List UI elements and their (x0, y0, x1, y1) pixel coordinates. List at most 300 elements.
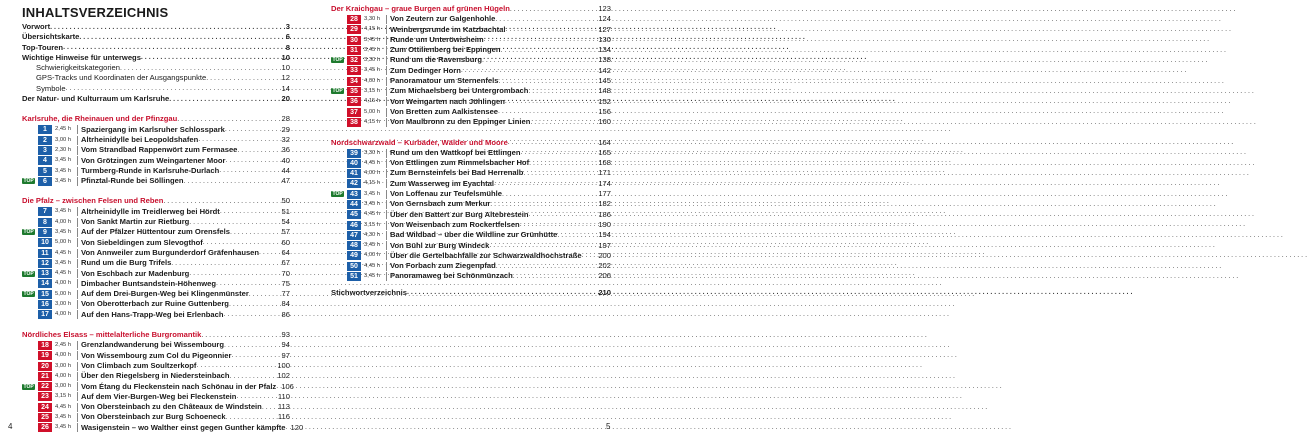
tour-page: 138 (598, 55, 611, 65)
tour-page: 70 (281, 268, 290, 278)
tour-duration: 3,30 h (364, 149, 387, 158)
section-page: 164 (598, 137, 611, 147)
tour-page: 174 (598, 178, 611, 188)
tour-entry[interactable] (331, 199, 611, 209)
tour-page: 47 (281, 176, 290, 186)
top-badge: TOP (332, 191, 343, 198)
tour-title: Von Ettlingen zum Rimmelsbacher Hof (390, 158, 530, 168)
tour-number: 38 (347, 118, 361, 127)
tour-page: 60 (281, 237, 290, 247)
tour-title: Zum Wasserweg im Eyachtal (390, 178, 494, 188)
tour-number: 35 (347, 87, 361, 96)
tour-page: 134 (598, 45, 611, 55)
tour-page: 130 (598, 34, 611, 44)
tour-duration: 4,15 h (364, 179, 387, 188)
tour-entry[interactable] (331, 179, 611, 189)
tour-title: Auf dem Vier-Burgen-Weg bei Fleckenstein (81, 391, 237, 401)
tour-duration: 3,45 h (55, 259, 78, 268)
tour-entry[interactable] (22, 340, 290, 350)
tour-duration: 3,15 h (55, 392, 78, 401)
tour-title: Rund um den Wattkopf bei Ettlingen (390, 147, 521, 157)
tour-duration: 2,30 h (55, 146, 78, 155)
tour-page: 110 (277, 391, 290, 401)
tour-entry[interactable] (331, 210, 611, 220)
tour-page: 29 (281, 124, 290, 134)
tour-number: 15 (38, 290, 52, 299)
tour-number: 21 (38, 372, 52, 381)
tour-page: 32 (281, 134, 290, 144)
tour-duration: 3,45 h (55, 228, 78, 237)
tour-duration: 3,45 h (364, 272, 387, 281)
tour-number: 22 (38, 382, 52, 391)
top-badge: TOP (23, 270, 34, 277)
tour-title: Von Bretten zum Aalkistensee (390, 106, 499, 116)
tour-title: Von Climbach zum Soultzerkopf (81, 360, 197, 370)
tour-title: Auf der Pfälzer Hüttentour zum Orensfels (81, 227, 230, 237)
tour-title: Über die Gertelbachfälle zur Schwarzwaldhochstraße (390, 250, 582, 260)
tour-title: Von Grötzingen zum Weingartener Moor (81, 155, 226, 165)
tour-number: 46 (347, 221, 361, 230)
tour-entry[interactable] (22, 422, 304, 433)
toc-entry[interactable] (22, 63, 290, 73)
toc-label: Der Natur- und Kulturraum um Karlsruhe (22, 94, 170, 104)
tour-entry[interactable] (22, 279, 290, 289)
tour-number: 6 (38, 177, 52, 186)
tour-page: 165 (598, 147, 611, 157)
tour-sections (331, 4, 611, 282)
tour-page: 57 (281, 227, 290, 237)
tour-title: Von Obersteinbach zu den Châteaux de Windstein (81, 402, 262, 412)
tour-entry[interactable] (331, 241, 611, 251)
tour-title: Zum Ottilienberg bei Eppingen (390, 45, 501, 55)
tour-entry[interactable] (22, 258, 290, 268)
tour-title: Von Bühl zur Burg Windeck (390, 240, 490, 250)
tour-entry[interactable] (22, 238, 290, 248)
tour-page: 67 (281, 258, 290, 268)
tour-entry[interactable] (22, 402, 290, 412)
toc-entry[interactable] (22, 73, 290, 83)
tour-page: 160 (598, 117, 611, 127)
tour-number: 37 (347, 108, 361, 117)
toc-page: 10 (281, 63, 290, 73)
tour-entry[interactable] (22, 156, 290, 166)
toc-entry[interactable] (22, 84, 290, 94)
tour-title: Von Eschbach zur Madenburg (81, 268, 190, 278)
tour-duration: 2,45 h (55, 341, 78, 350)
tour-duration: 4,15 h (364, 118, 387, 127)
tour-title: Auf dem Drei-Burgen-Weg bei Klingenmünster (81, 289, 249, 299)
tour-duration: 3,45 h (55, 177, 78, 186)
tour-number: 28 (347, 15, 361, 24)
tour-page: 64 (281, 247, 290, 257)
tour-duration: 4,45 h (55, 249, 78, 258)
tour-number: 23 (38, 392, 52, 401)
section-title: Nördliches Elsass – mittelalterliche Burgromantik (22, 330, 202, 340)
tour-page: 94 (281, 340, 290, 350)
tour-duration: 3,00 h (55, 382, 78, 391)
tour-title: Vom Étang du Fleckenstein nach Schönau in der Pfalz (81, 381, 277, 391)
tour-title: Zum Dedinger Horn (390, 65, 461, 75)
section-heading[interactable] (22, 196, 290, 206)
tour-number: 30 (347, 36, 361, 45)
tour-entry[interactable] (22, 248, 290, 258)
section-page: 50 (281, 196, 290, 206)
tour-title: Altrheinidylle bei Leopoldshafen (81, 134, 199, 144)
toc-label: Vorwort (22, 22, 51, 31)
tour-title: Von Zeutern zur Galgenhohle (390, 14, 496, 24)
tour-number: 26 (38, 423, 52, 432)
tour-duration: 2,45 h (55, 125, 78, 134)
tour-entry[interactable] (331, 25, 611, 35)
tour-page: 86 (281, 309, 290, 319)
tour-entry[interactable] (331, 230, 611, 240)
tour-sections (22, 104, 304, 433)
section-page: 28 (281, 114, 290, 124)
tour-duration: 3,15 h (364, 87, 387, 96)
tour-page: 145 (598, 76, 611, 86)
toc-page: 8 (285, 42, 290, 52)
tour-number: 40 (347, 159, 361, 168)
tour-entry[interactable] (22, 351, 290, 361)
tour-number: 47 (347, 231, 361, 240)
tour-title: Von Loffenau zur Teufelsmühle (390, 189, 502, 199)
section-heading[interactable] (22, 114, 290, 124)
section-heading[interactable] (331, 138, 611, 148)
tour-entry[interactable] (331, 14, 611, 24)
tour-duration: 4,00 h (55, 279, 78, 288)
tour-number: 31 (347, 46, 361, 55)
tour-number: 49 (347, 251, 361, 260)
tour-title: Zum Bernsteinfels bei Bad Herrenalb (390, 168, 524, 178)
tour-duration: 3,30 h (364, 56, 387, 65)
tour-entry[interactable] (22, 269, 290, 279)
index-entry[interactable] (331, 288, 611, 298)
tour-entry[interactable] (331, 35, 611, 45)
tour-title: Bad Wildbad – über die Wildline zur Grünhütte (390, 230, 558, 240)
tour-entry[interactable] (331, 220, 611, 230)
tour-page: 124 (598, 14, 611, 24)
tour-duration: 3,45 h (364, 66, 387, 75)
tour-title: Turmberg-Runde in Karlsruhe-Durlach (81, 165, 220, 175)
tour-number: 5 (38, 167, 52, 176)
tour-number: 13 (38, 269, 52, 278)
tour-entry[interactable] (22, 412, 290, 422)
tour-number: 3 (38, 146, 52, 155)
toc-page: 14 (281, 83, 290, 93)
tour-title: Von Gernsbach zum Merkur (390, 199, 491, 209)
tour-duration: 3,45 h (364, 46, 387, 55)
tour-duration: 4,45 h (364, 159, 387, 168)
tour-duration: 3,00 h (55, 300, 78, 309)
tour-page: 186 (598, 209, 611, 219)
tour-number: 25 (38, 413, 52, 422)
tour-title: Dimbacher Buntsandstein-Höhenweg (81, 278, 217, 288)
toc-label: Wichtige Hinweise für unterwegs (22, 52, 141, 62)
toc-label: Übersichtskarte (22, 32, 80, 42)
top-badge: TOP (23, 229, 34, 236)
tour-number: 48 (347, 241, 361, 250)
tour-title: Wasigenstein – wo Walther einst gegen Gunther kämpfte (81, 422, 286, 432)
tour-page: 84 (281, 299, 290, 309)
tour-entry[interactable] (22, 125, 290, 135)
tour-title: Rund um die Ravensburg (390, 55, 482, 65)
index-page: 210 (598, 287, 611, 297)
tour-page: 40 (281, 155, 290, 165)
tour-entry[interactable] (331, 261, 611, 271)
tour-page: 177 (598, 189, 611, 199)
tour-duration: 3,30 h (364, 15, 387, 24)
tour-entry[interactable] (22, 166, 290, 176)
tour-number: 11 (38, 249, 52, 258)
section-heading[interactable] (331, 4, 611, 14)
tour-entry[interactable] (22, 227, 290, 237)
tour-duration: 5,00 h (364, 108, 387, 117)
tour-number: 51 (347, 272, 361, 281)
tour-entry[interactable] (22, 135, 290, 145)
toc-entry[interactable] (22, 94, 290, 104)
tour-entry[interactable] (331, 168, 611, 178)
tour-page: 152 (598, 96, 611, 106)
tour-title: Von Obersteinbach zur Burg Schoeneck (81, 412, 226, 422)
tour-entry[interactable] (22, 207, 290, 217)
tour-duration: 4,00 h (55, 351, 78, 360)
tour-duration: 3,45 h (55, 156, 78, 165)
tour-title: Von Forbach zum Ziegenpfad (390, 261, 496, 271)
tour-number: 18 (38, 341, 52, 350)
toc-entry[interactable] (22, 22, 290, 32)
tour-number: 39 (347, 149, 361, 158)
tour-page: 120 (290, 422, 304, 432)
tour-entry[interactable] (331, 76, 611, 86)
tour-entry[interactable] (331, 158, 611, 168)
section-page: 93 (281, 330, 290, 340)
tour-page: 51 (281, 206, 290, 216)
toc-label: Top-Touren (22, 42, 64, 52)
right-page (331, 0, 611, 298)
tour-duration: 4,00 h (364, 251, 387, 260)
tour-entry[interactable] (331, 86, 611, 96)
tour-title: Vom Strandbad Rappenwört zum Fermasee (81, 145, 238, 155)
tour-entry[interactable] (22, 381, 294, 392)
toc-entry[interactable] (22, 43, 290, 53)
tour-number: 34 (347, 77, 361, 86)
tour-title: Von Oberotterbach zur Ruine Guttenberg (81, 299, 229, 309)
tour-title: Pfinztal-Runde bei Söllingen (81, 176, 184, 186)
tour-duration: 4,15 h (364, 97, 387, 106)
tour-entry[interactable] (331, 189, 611, 199)
tour-title: Runde um Unteröwisheim (390, 34, 484, 44)
tour-title: Von Weingarten nach Jöhlingen (390, 96, 505, 106)
tour-entry[interactable] (331, 271, 611, 281)
tour-title: Altrheinidylle im Treidlerweg bei Hördt (81, 206, 220, 216)
tour-duration: 3,45 h (55, 207, 78, 216)
tour-number: 33 (347, 66, 361, 75)
tour-number: 4 (38, 156, 52, 165)
tour-page: 77 (281, 289, 290, 299)
tour-title: Von Wissembourg zum Col du Pigeonnier (81, 350, 232, 360)
tour-number: 24 (38, 403, 52, 412)
tour-duration: 3,45 h (55, 413, 78, 422)
tour-page: 182 (598, 199, 611, 209)
tour-title: Grenzlandwanderung bei Wissembourg (81, 340, 224, 350)
section-title: Die Pfalz – zwischen Felsen und Reben (22, 196, 164, 206)
tour-entry[interactable] (22, 145, 290, 155)
tour-entry[interactable] (331, 55, 611, 65)
top-badge: TOP (23, 178, 34, 185)
tour-page: 171 (598, 168, 611, 178)
tour-duration: 4,00 h (55, 372, 78, 381)
tour-entry[interactable] (331, 251, 611, 261)
tour-number: 20 (38, 362, 52, 371)
tour-duration: 4,00 h (364, 169, 387, 178)
tour-number: 43 (347, 190, 361, 199)
tour-number: 17 (38, 310, 52, 319)
top-badge: TOP (23, 383, 34, 390)
tour-number: 7 (38, 207, 52, 216)
tour-entry[interactable] (331, 66, 611, 76)
tour-duration: 3,45 h (55, 167, 78, 176)
toc-label: Schwierigkeitskategorien (36, 63, 120, 73)
tour-duration: 3,00 h (55, 362, 78, 371)
tour-duration: 5,00 h (55, 290, 78, 299)
tour-title: Auf den Hans-Trapp-Weg bei Erlenbach (81, 309, 224, 319)
tour-duration: 3,45 h (364, 190, 387, 199)
tour-number: 9 (38, 228, 52, 237)
tour-duration: 3,00 h (55, 136, 78, 145)
tour-number: 32 (347, 56, 361, 65)
tour-page: 116 (277, 412, 290, 422)
tour-number: 41 (347, 169, 361, 178)
tour-page: 142 (598, 65, 611, 75)
tour-title: Über den Battert zur Burg Altebrestein (390, 209, 529, 219)
section-title: Der Kraichgau – graue Burgen auf grünen Hügeln (331, 4, 510, 13)
tour-entry[interactable] (331, 148, 611, 158)
tour-page: 75 (281, 278, 290, 288)
tour-duration: 3,45 h (55, 423, 78, 432)
tour-entry[interactable] (331, 45, 611, 55)
toc-page: 20 (281, 94, 290, 104)
tour-entry[interactable] (22, 371, 290, 381)
tour-title: Von Weisenbach zum Rockertfelsen (390, 219, 520, 229)
page-number-left: 4 (8, 422, 13, 431)
tour-number: 36 (347, 97, 361, 106)
tour-number: 2 (38, 136, 52, 145)
tour-duration: 4,30 h (364, 231, 387, 240)
tour-title: Von Annweiler zum Burgunderdorf Gräfenhausen (81, 247, 260, 257)
tour-page: 197 (598, 240, 611, 250)
toc-label: GPS-Tracks und Koordinaten der Ausgangspunkte (36, 73, 207, 83)
tour-title: Weinbergsrunde im Katzbachtal (390, 24, 506, 34)
toc-entry[interactable] (22, 53, 290, 63)
tour-title: Über den Riegelsberg in Niedersteinbach (81, 371, 230, 381)
toc-page: 10 (281, 52, 290, 62)
tour-page: 106 (281, 381, 294, 391)
tour-number: 8 (38, 218, 52, 227)
tour-duration: 4,45 h (55, 269, 78, 278)
top-badge: TOP (332, 57, 343, 64)
tour-entry[interactable] (22, 392, 290, 402)
tour-entry[interactable] (22, 176, 290, 186)
tour-number: 12 (38, 259, 52, 268)
section-page: 123 (598, 4, 611, 13)
tour-number: 14 (38, 279, 52, 288)
tour-page: 100 (277, 360, 290, 370)
tour-page: 102 (277, 371, 290, 381)
tour-entry[interactable] (331, 117, 611, 127)
section-heading[interactable] (22, 330, 290, 340)
tour-entry[interactable] (22, 361, 290, 371)
tour-number: 42 (347, 179, 361, 188)
tour-page: 148 (598, 86, 611, 96)
tour-entry[interactable] (22, 310, 290, 320)
toc-entry[interactable] (22, 32, 290, 42)
left-page (22, 0, 304, 433)
tour-page: 190 (598, 219, 611, 229)
section-title: Karlsruhe, die Rheinauen und der Pfinzgau (22, 114, 178, 124)
tour-duration: 3,45 h (364, 36, 387, 45)
tour-number: 44 (347, 200, 361, 209)
toc-page: 6 (285, 32, 290, 42)
tour-entry[interactable] (331, 107, 611, 117)
tour-entry[interactable] (22, 299, 290, 309)
tour-title: Rund um die Burg Trifels (81, 258, 172, 268)
tour-entry[interactable] (331, 97, 611, 107)
index-label: Stichwortverzeichnis (331, 287, 407, 297)
page-title: INHALTSVERZEICHNIS (22, 5, 169, 20)
page-number-right: 5 (606, 422, 611, 431)
tour-number: 50 (347, 262, 361, 271)
tour-number: 16 (38, 300, 52, 309)
tour-duration: 4,00 h (364, 77, 387, 86)
tour-number: 29 (347, 25, 361, 34)
tour-duration: 3,45 h (364, 200, 387, 209)
tour-page: 200 (598, 250, 611, 260)
tour-duration: 4,15 h (364, 25, 387, 34)
tour-page: 206 (598, 271, 611, 281)
tour-title: Von Sankt Martin zur Rietburg (81, 217, 190, 227)
tour-duration: 4,45 h (364, 210, 387, 219)
tour-page: 36 (281, 145, 290, 155)
tour-title: Zum Michaelsberg bei Untergrombach (390, 86, 529, 96)
toc-page: 12 (281, 73, 290, 83)
tour-page: 54 (281, 217, 290, 227)
tour-page: 97 (281, 350, 290, 360)
tour-duration: 3,15 h (364, 221, 387, 230)
toc-list (22, 22, 290, 104)
tour-duration: 4,00 h (55, 218, 78, 227)
tour-duration: 3,45 h (364, 241, 387, 250)
top-badge: TOP (332, 88, 343, 95)
tour-title: Spaziergang im Karlsruher Schlosspark (81, 124, 225, 134)
tour-title: Von Maulbronn zu den Eppinger Linien (390, 117, 531, 127)
tour-number: 45 (347, 210, 361, 219)
tour-page: 168 (598, 158, 611, 168)
tour-title: Panoramatour um Sternenfels (390, 76, 499, 86)
tour-entry[interactable] (22, 217, 290, 227)
tour-duration: 5,00 h (55, 238, 78, 247)
tour-duration: 4,00 h (55, 310, 78, 319)
tour-number: 1 (38, 125, 52, 134)
section-title: Nordschwarzwald – Kurbäder, Wälder und Moore (331, 137, 508, 147)
toc-label: Symbole (36, 83, 66, 93)
tour-number: 10 (38, 238, 52, 247)
tour-page: 194 (598, 230, 611, 240)
tour-entry[interactable] (22, 289, 290, 299)
toc-page: 3 (285, 22, 290, 31)
tour-page: 202 (598, 261, 611, 271)
tour-page: 127 (598, 24, 611, 34)
tour-number: 19 (38, 351, 52, 360)
